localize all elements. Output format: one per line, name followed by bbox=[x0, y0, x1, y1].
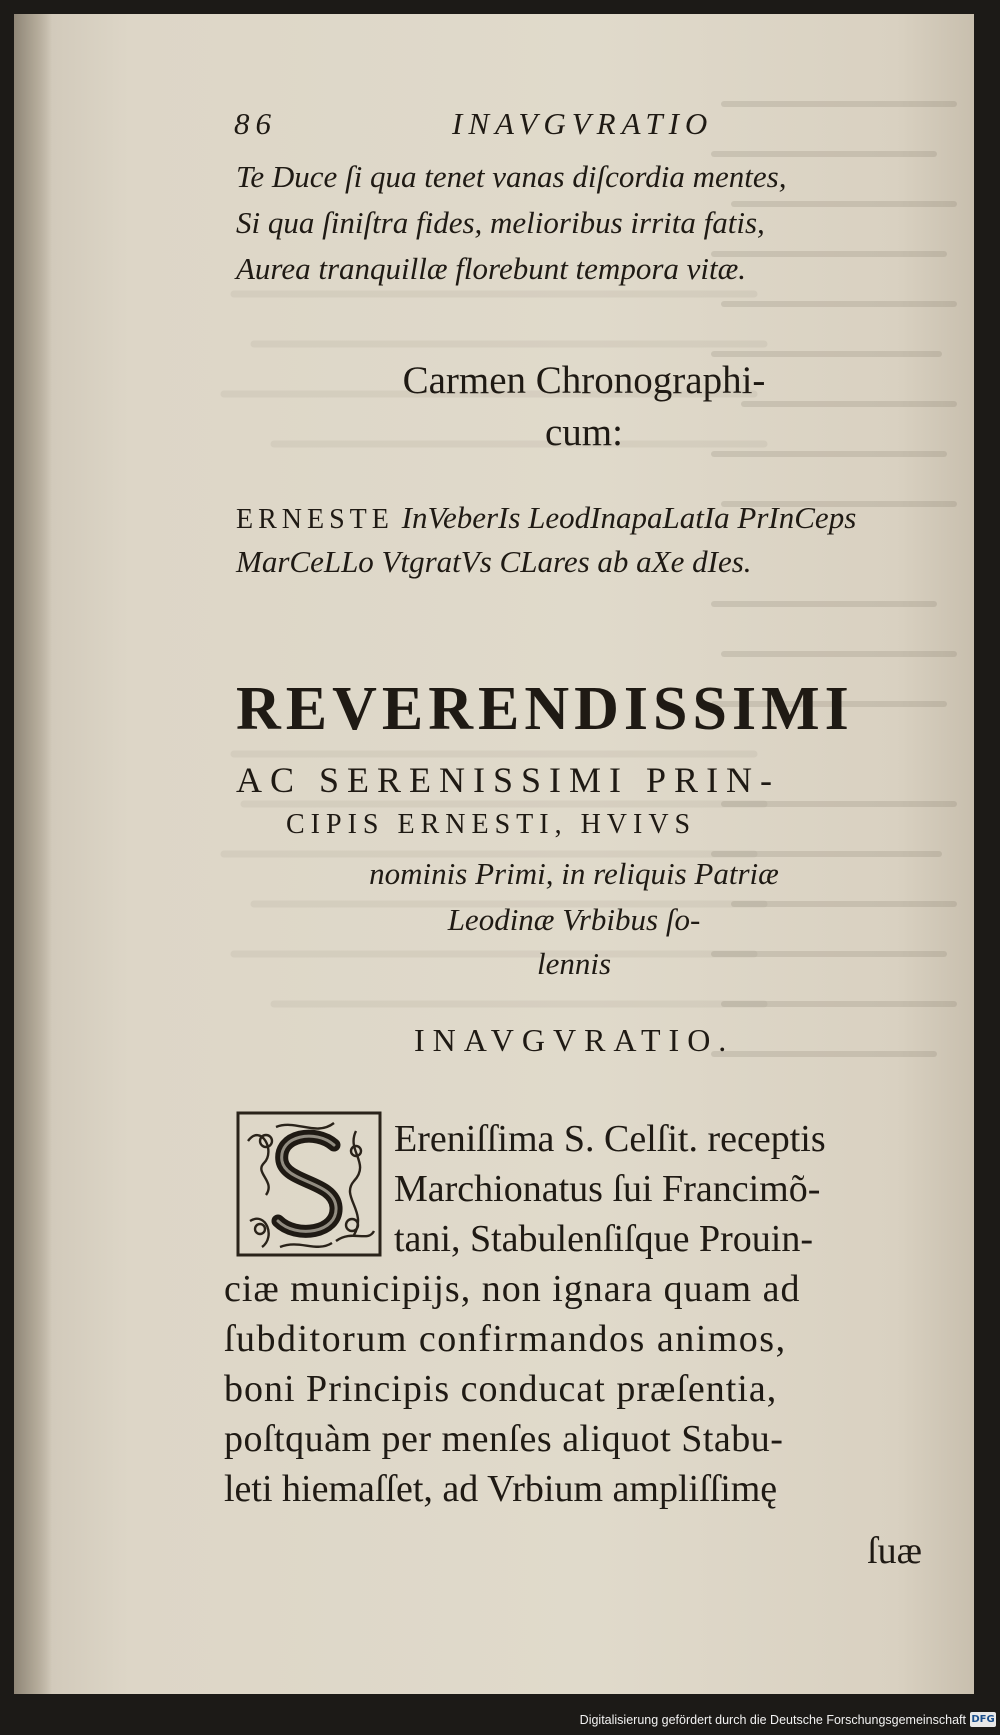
title-line-4: nominis Primi, in reliquis Patriæ bbox=[369, 856, 779, 891]
body-line-4: ciæ municipijs, non ignara quam ad bbox=[224, 1268, 801, 1310]
body-line-1: Ereniſſima S. Celſit. receptis bbox=[394, 1118, 826, 1160]
verse-line-2: Si qua ſiniſtra fides, melioribus irrita fatis, bbox=[236, 205, 765, 240]
body-line-7: poſtquàm per menſes aliquot Stabu- bbox=[224, 1418, 784, 1460]
chronogram-line-1 bbox=[236, 496, 856, 542]
ornamental-initial-s-icon bbox=[236, 1111, 382, 1257]
book-page bbox=[14, 14, 974, 1694]
chronogram-line-2: MarCeLLo VtgratVs CLares ab aXe dIes. bbox=[236, 544, 752, 579]
body-line-5: ſubditorum confirmandos animos, bbox=[224, 1318, 787, 1360]
dfg-logo-icon: DFG bbox=[971, 1714, 995, 1725]
title-line-5: Leodinæ Vrbibus ſo- bbox=[447, 902, 701, 937]
body-line-6: boni Principis conducat præſentia, bbox=[224, 1368, 778, 1410]
page-number: 86 bbox=[234, 106, 277, 141]
running-title: INAVGVRATIO bbox=[452, 106, 714, 141]
digitization-credit: Digitalisierung gefördert durch die Deutsche Forschungsgemeinschaft bbox=[579, 1713, 966, 1727]
title-line-1: REVERENDISSIMI bbox=[236, 675, 854, 743]
decorated-initial bbox=[236, 1111, 382, 1257]
verse-line-1: Te Duce ſi qua tenet vanas diſcordia mentes, bbox=[236, 159, 787, 194]
carmen-heading-line-1: Carmen Chronographi- bbox=[402, 359, 766, 402]
title-line-3: CIPIS ERNESTI, HVIVS bbox=[286, 809, 697, 840]
chronogram-line-1-text: InVeberIs LeodInapaLatIa PrInCeps bbox=[393, 500, 857, 535]
title-line-2: AC SERENISSIMI PRIN- bbox=[236, 760, 781, 800]
title-line-6: lennis bbox=[536, 946, 612, 981]
carmen-heading-line-2: cum: bbox=[545, 411, 623, 454]
body-line-3: tani, Stabulenſiſque Prouin- bbox=[394, 1218, 814, 1260]
verse-line-3: Aurea tranquillæ florebunt tempora vitæ. bbox=[236, 251, 747, 286]
page-gutter bbox=[14, 14, 52, 1694]
body-line-8: leti hiemaſſet, ad Vrbium ampliſſimę bbox=[224, 1468, 778, 1510]
section-heading: INAVGVRATIO. bbox=[414, 1022, 735, 1058]
catchword: ſuæ bbox=[867, 1530, 922, 1572]
body-line-2: Marchionatus ſui Francimõ- bbox=[394, 1168, 821, 1210]
chronogram-lead: ERNESTE bbox=[236, 504, 394, 535]
